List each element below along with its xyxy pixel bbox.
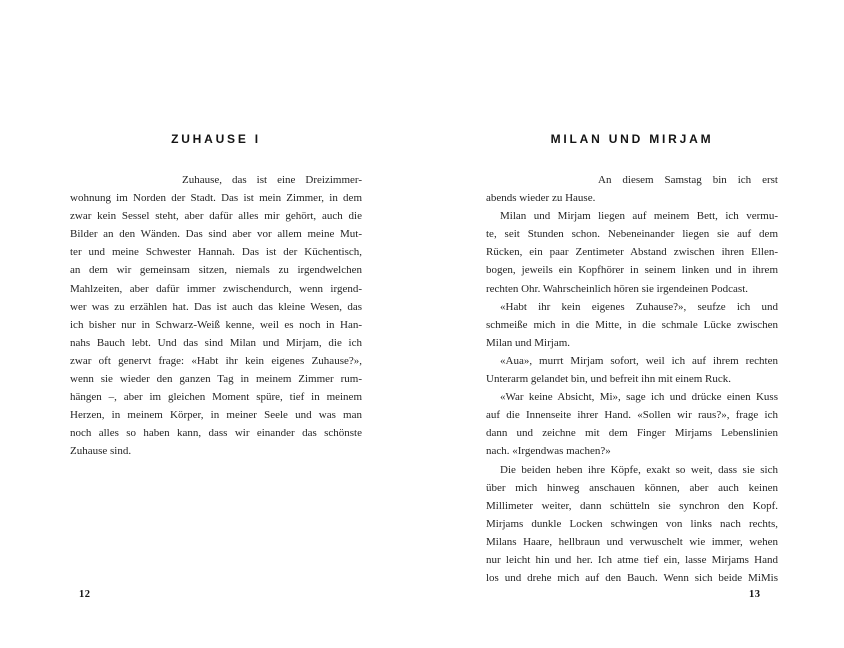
text-line: noch alles so haben kann, dass wir einander das schönste: [70, 427, 362, 440]
text-line: abends wieder zu Hause.: [486, 192, 596, 205]
text-line: Millimeter weiter, dann schütteln sie synchron den Kopf.: [486, 499, 778, 512]
text-line: zwar oft genervt frage: «Habt ihr kein eigenes Zuhause?»,: [70, 354, 362, 367]
right-page: [486, 132, 778, 587]
text-line: te, seit Stunden schon. Nebeneinander liegen sie auf dem: [486, 228, 778, 241]
text-line: bogen, jeweils ein Kopfhörer in seinem linken und in ihrem: [486, 264, 778, 277]
chapter-title-right: MILAN UND MIRJAM: [550, 132, 714, 146]
text-line: schmeiße mich in die Mitte, in die schmale Lücke zwischen: [486, 318, 778, 331]
text-line: ich bisher nur in Schwarz-Weiß kenne, weil es noch in Han-: [70, 318, 362, 331]
text-line: Die beiden heben ihre Köpfe, exakt so weit, dass sie sich: [500, 463, 778, 476]
text-line: zwar kein Sessel steht, aber dafür alles mir gehört, auch die: [70, 210, 362, 223]
left-page: [70, 132, 362, 461]
text-line: Rücken, ein paar Zentimeter Abstand zwischen ihren Ellen-: [486, 246, 778, 259]
text-line: Unterarm gelandet bin, und befreit ihn mit einem Ruck.: [486, 373, 731, 386]
text-line: Mirjams dunkle Locken schwingen von links nach rechts,: [486, 517, 778, 530]
text-line: nach. «Irgendwas machen?»: [486, 445, 611, 458]
text-line: Milan und Mirjam.: [486, 336, 571, 349]
text-line: «Habt ihr kein eigenes Zuhause?», seufze ich und: [500, 300, 778, 313]
text-line: ter und meine Schwester Hannah. Das ist der Küchentisch,: [70, 246, 362, 259]
text-line: Zuhause sind.: [70, 445, 132, 458]
text-line: Herzen, in meinem Körper, in meiner Seele und was man: [70, 409, 362, 422]
text-line: Mahlzeiten, aber dafür immer zwischendurch, wenn irgend-: [70, 282, 362, 295]
text-line: Zuhause, das ist eine Dreizimmer-: [182, 174, 362, 186]
text-line: hängen –, aber im gleichen Moment spüre, tief in meinem: [70, 391, 362, 404]
page-number-left: 12: [79, 589, 91, 600]
text-line: los und drehe mich auf den Bauch. Wenn sich beide MiMis: [486, 572, 778, 585]
chapter-title-left: ZUHAUSE I: [171, 132, 261, 146]
text-line: «War keine Absicht, Mi», sage ich und drücke einen Kuss: [500, 391, 778, 404]
right-text-block: [486, 171, 778, 587]
text-line: rechten Ohr. Wahrscheinlich hören sie irgendeinen Podcast.: [486, 282, 749, 295]
text-line: An diesem Samstag bin ich erst: [598, 174, 778, 186]
left-text-block: [70, 171, 362, 461]
text-line: nahs Bauch lebt. Und das sind Milan und Mirjam, die ich: [70, 336, 362, 349]
text-line: Milans Haare, hellbraun und verwuschelt wie immer, wehen: [486, 535, 778, 548]
text-line: an dem wir gemeinsam sitzen, niemals zu irgendwelchen: [70, 264, 362, 277]
text-line: Milan und Mirjam liegen auf meinem Bett, ich vermu-: [500, 210, 778, 223]
text-line: über mich hinweg anschauen können, aber auch keinen: [486, 481, 778, 494]
text-line: dann und zeichne mit dem Finger Mirjams Lebenslinien: [486, 427, 778, 440]
text-line: nur leicht hin und her. Ich atme tief ein, lasse Mirjams Hand: [486, 553, 778, 566]
text-line: wenn sie wieder den ganzen Tag in meinem Zimmer rum-: [70, 373, 362, 386]
text-line: wohnung im Norden der Stadt. Das ist mein Zimmer, in dem: [70, 192, 362, 205]
text-line: wer was zu erzählen hat. Das ist auch das kleine Wesen, das: [70, 300, 362, 313]
page-number-right: 13: [749, 589, 761, 600]
text-line: Bilder an den Wänden. Das sind aber vor allem meine Mut-: [70, 228, 362, 241]
text-line: «Aua», murrt Mirjam sofort, weil ich auf ihrem rechten: [500, 354, 778, 367]
text-line: auf die Innenseite ihrer Hand. «Sollen wir raus?», frage ich: [486, 409, 778, 422]
